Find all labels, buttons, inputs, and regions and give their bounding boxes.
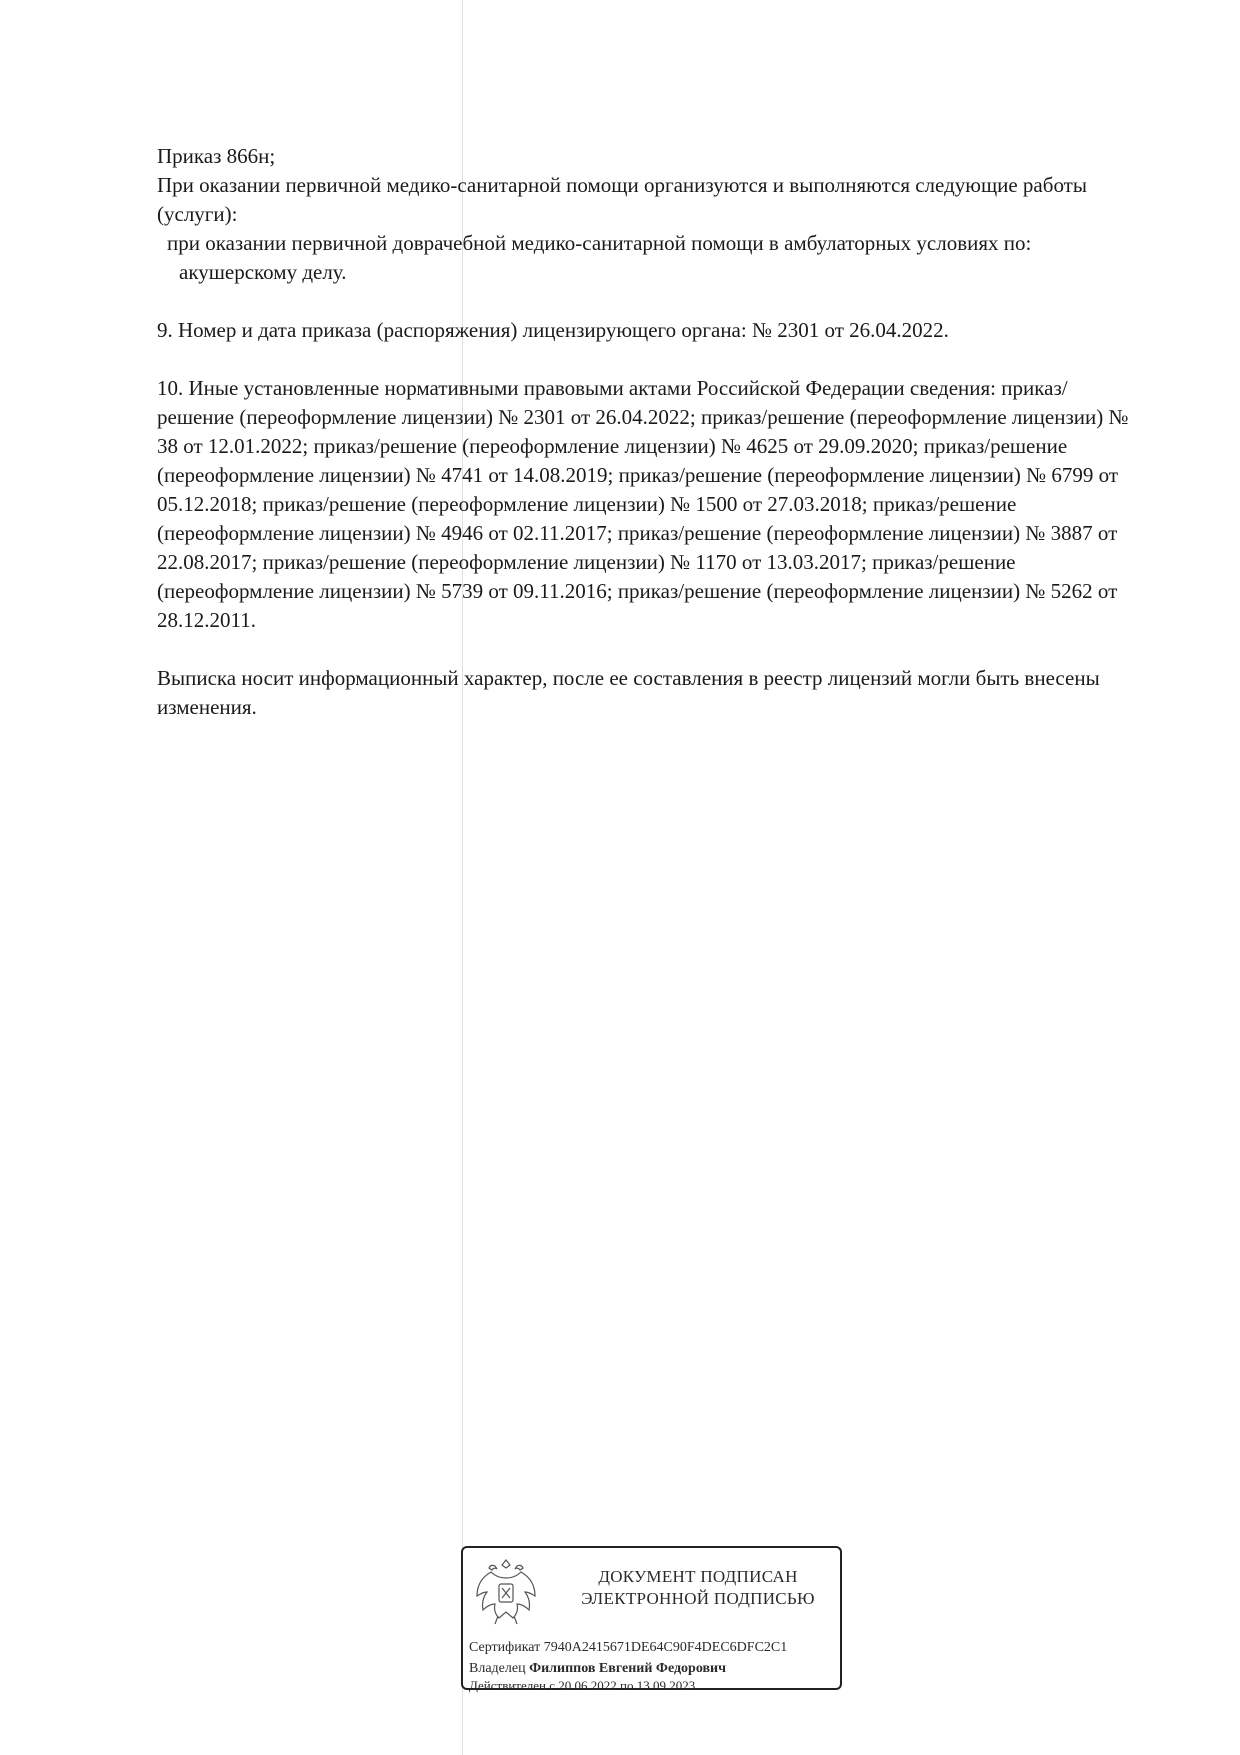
electronic-signature-stamp: [461, 1546, 842, 1693]
stamp-title-line1: ДОКУМЕНТ ПОДПИСАН: [598, 1567, 798, 1586]
paragraph-order-866n: Приказ 866н;: [157, 144, 276, 168]
coat-of-arms-icon: [471, 1554, 541, 1630]
document-body: [157, 142, 1137, 722]
owner-line: [469, 1661, 841, 1677]
owner-label: Владелец: [469, 1661, 526, 1676]
stamp-title-line2: ЭЛЕКТРОННОЙ ПОДПИСЬЮ: [581, 1589, 815, 1608]
stamp-title: [563, 1566, 833, 1610]
validity-line: Действителен с 20.06.2022 по 13.09.2023: [469, 1678, 696, 1693]
certificate-line: [469, 1640, 841, 1656]
paragraph-disclaimer: Выписка носит информационный характер, после ее составления в реестр лицензий могли быть внесены изменения.: [157, 666, 1100, 719]
owner-name: Филиппов Евгений Федорович: [529, 1661, 727, 1676]
certificate-label: Сертификат: [469, 1640, 541, 1655]
paragraph-obstetrics: акушерскому делу.: [179, 260, 347, 284]
paragraph-other-info: 10. Иные установленные нормативными правовыми актами Российской Федерации сведения: приказ/решение (переоформление лицензии) № 2301 от 26.04.2022; приказ/решение (переоформление лицензии) № 38 от 12.01.2022; приказ/решение (переоформление лицензии) № 4625 от 29.09.2020; приказ/решение (переоформление лицензии) № 4741 от 14.08.2019; приказ/решение (переоформление лицензии) № 6799 от 05.12.2018; приказ/решение (переоформление лицензии) № 1500 от 27.03.2018; приказ/решение (переоформление лицензии) № 4946 от 02.11.2017; приказ/решение (переоформление лицензии) № 3887 от 22.08.2017; приказ/решение (переоформление лицензии) № 1170 от 13.03.2017; приказ/решение (переоформление лицензии) № 5739 от 09.11.2016; приказ/решение (переоформление лицензии) № 5262 от 28.12.2011.: [157, 376, 1129, 632]
paragraph-order-number-date: 9. Номер и дата приказа (распоряжения) лицензирующего органа: № 2301 от 26.04.2022.: [157, 318, 949, 342]
paragraph-primary-care: При оказании первичной медико-санитарной помощи организуются и выполняются следующие работы (услуги):: [157, 173, 1087, 226]
paragraph-prehospital-care: при оказании первичной доврачебной медико-санитарной помощи в амбулаторных условиях по:: [167, 231, 1032, 255]
certificate-value: 7940A2415671DE64C90F4DEC6DFC2C1: [543, 1640, 788, 1655]
